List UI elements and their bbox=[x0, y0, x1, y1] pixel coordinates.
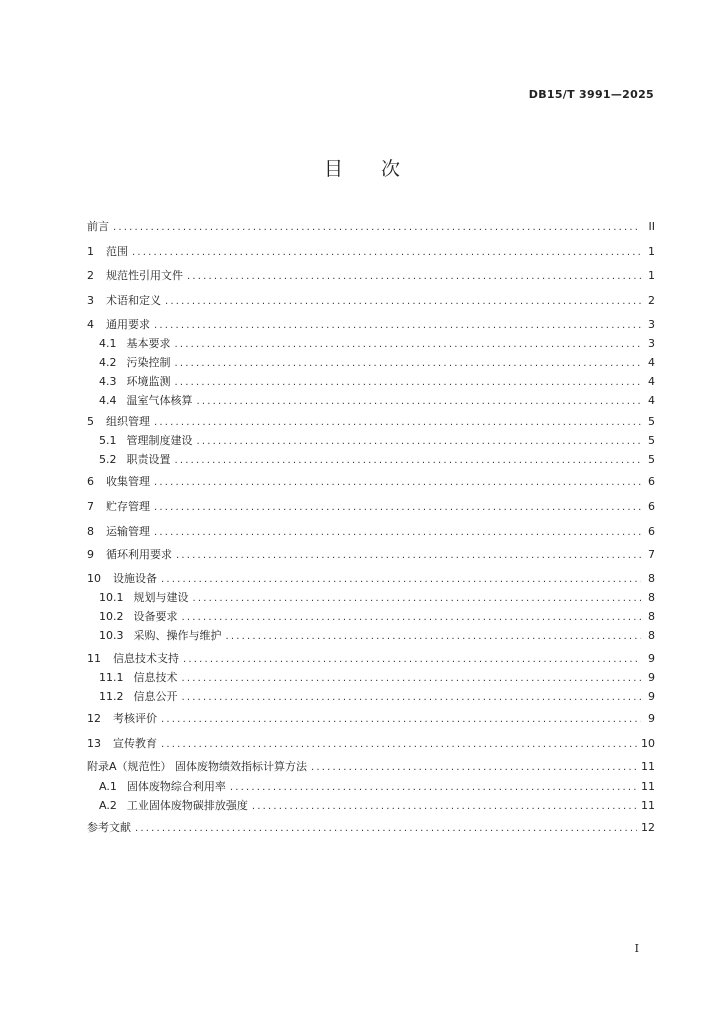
toc-leader-dots bbox=[183, 651, 641, 668]
toc-entry-page: 5 bbox=[648, 415, 655, 428]
toc-entry-label: 信息公开 bbox=[133, 690, 178, 703]
toc-entry-label: 组织管理 bbox=[106, 415, 150, 428]
toc-leader-dots bbox=[135, 820, 637, 837]
toc-leader-dots bbox=[252, 798, 637, 815]
toc-entry-page: 4 bbox=[648, 394, 655, 407]
toc-entry-page: 8 bbox=[648, 572, 655, 585]
toc-entry-label: 工业固体废物碳排放强度 bbox=[126, 799, 248, 812]
toc-entry[interactable] bbox=[99, 451, 655, 468]
toc-entry-page: 8 bbox=[648, 591, 655, 604]
toc-entry[interactable] bbox=[99, 608, 655, 625]
toc-entry-label: 基本要求 bbox=[126, 337, 171, 350]
toc-entry[interactable] bbox=[99, 373, 655, 390]
toc-entry-label: 规划与建设 bbox=[133, 591, 189, 604]
toc-leader-dots bbox=[161, 571, 641, 588]
toc-entry-label: 管理制度建设 bbox=[126, 434, 193, 447]
toc-entry-page: II bbox=[648, 220, 655, 233]
toc-entry-page: 2 bbox=[648, 294, 655, 307]
toc-entry-label: 宣传教育 bbox=[113, 737, 157, 750]
toc-entry[interactable] bbox=[87, 218, 655, 235]
toc-entry-number: 9 bbox=[87, 548, 94, 561]
toc-entry-number: 10.1 bbox=[99, 591, 124, 604]
toc-entry[interactable] bbox=[87, 546, 655, 563]
toc-entry-number: 4 bbox=[87, 318, 94, 331]
toc-leader-dots bbox=[193, 590, 642, 607]
toc-entry-label: 采购、操作与维护 bbox=[133, 629, 222, 642]
toc-entry-number: 13 bbox=[87, 737, 101, 750]
toc-entry[interactable] bbox=[87, 819, 655, 836]
toc-entry-number: 3 bbox=[87, 294, 94, 307]
toc-leader-dots bbox=[154, 317, 641, 334]
toc-entry-page: 8 bbox=[648, 610, 655, 623]
toc-entry-page: 9 bbox=[648, 712, 655, 725]
toc-entry[interactable] bbox=[99, 335, 655, 352]
toc-entry-number: A.2 bbox=[99, 799, 117, 812]
toc-entry-label: 运输管理 bbox=[106, 525, 150, 538]
toc-title bbox=[0, 154, 724, 181]
toc-leader-dots bbox=[154, 474, 641, 491]
toc-entry[interactable] bbox=[87, 735, 655, 752]
toc-title-char-2: 次 bbox=[381, 158, 401, 180]
toc-entry-number: 11.2 bbox=[99, 690, 124, 703]
toc-entry-number: 8 bbox=[87, 525, 94, 538]
toc-entry-page: 10 bbox=[641, 737, 655, 750]
toc-entry[interactable] bbox=[87, 267, 655, 284]
toc-leader-dots bbox=[161, 736, 637, 753]
toc-entry-page: 11 bbox=[641, 760, 655, 773]
toc-entry-number: 12 bbox=[87, 712, 101, 725]
toc-entry-number: 7 bbox=[87, 500, 94, 513]
toc-entry-number: 11.1 bbox=[99, 671, 124, 684]
toc-entry-label: 信息技术 bbox=[133, 671, 178, 684]
toc-entry-label: 温室气体核算 bbox=[126, 394, 193, 407]
toc-leader-dots bbox=[175, 355, 642, 372]
toc-entry-page: 9 bbox=[648, 652, 655, 665]
toc-entry-page: 3 bbox=[648, 337, 655, 350]
toc-entry[interactable] bbox=[99, 669, 655, 686]
toc-entry-page: 6 bbox=[648, 475, 655, 488]
toc-entry-number: 4.2 bbox=[99, 356, 117, 369]
toc-leader-dots bbox=[187, 268, 641, 285]
toc-entry-number: 5.2 bbox=[99, 453, 117, 466]
toc-entry-page: 7 bbox=[648, 548, 655, 561]
toc-entry-label: 循环利用要求 bbox=[106, 548, 172, 561]
toc-entry-label: 设备要求 bbox=[133, 610, 178, 623]
toc-entry-page: 1 bbox=[648, 269, 655, 282]
toc-leader-dots bbox=[132, 244, 641, 261]
toc-entry-page: 12 bbox=[641, 821, 655, 834]
toc-leader-dots bbox=[226, 628, 642, 645]
toc-entry[interactable] bbox=[99, 778, 655, 795]
toc-entry[interactable] bbox=[99, 589, 655, 606]
toc-entry[interactable] bbox=[87, 710, 655, 727]
toc-entry-page: 4 bbox=[648, 356, 655, 369]
toc-entry-label: 信息技术支持 bbox=[113, 652, 179, 665]
toc-entry-number: 4.3 bbox=[99, 375, 117, 388]
toc-entry-label: 参考文献 bbox=[87, 821, 131, 834]
toc-entry-label: 范围 bbox=[106, 245, 128, 258]
toc-entry-label: 考核评价 bbox=[113, 712, 157, 725]
toc-leader-dots bbox=[165, 293, 641, 310]
toc-entry-number: 11 bbox=[87, 652, 101, 665]
toc-entry-number: A.1 bbox=[99, 780, 117, 793]
toc-entry[interactable] bbox=[87, 473, 655, 490]
toc-entry-page: 3 bbox=[648, 318, 655, 331]
toc-entry-number: 4.4 bbox=[99, 394, 117, 407]
toc-entry-label: 术语和定义 bbox=[106, 294, 161, 307]
toc-leader-dots bbox=[197, 433, 642, 450]
toc-leader-dots bbox=[311, 759, 637, 776]
toc-entry[interactable] bbox=[87, 498, 655, 515]
toc-entry-page: 1 bbox=[648, 245, 655, 258]
toc-entry-label: 设施设备 bbox=[113, 572, 157, 585]
toc-entry[interactable] bbox=[87, 316, 655, 333]
footer-page-number: I bbox=[634, 942, 639, 955]
toc-leader-dots bbox=[154, 414, 641, 431]
toc-entry-label: 贮存管理 bbox=[106, 500, 150, 513]
toc-entry-number: 10 bbox=[87, 572, 101, 585]
toc-entry-number: 10.2 bbox=[99, 610, 124, 623]
toc-leader-dots bbox=[182, 609, 642, 626]
toc-entry-page: 6 bbox=[648, 500, 655, 513]
toc-entry-label: 规范性引用文件 bbox=[106, 269, 183, 282]
toc-entry-number: 1 bbox=[87, 245, 94, 258]
toc-entry[interactable] bbox=[87, 413, 655, 430]
toc-leader-dots bbox=[175, 336, 642, 353]
toc-entry[interactable] bbox=[99, 797, 655, 814]
toc-leader-dots bbox=[175, 374, 642, 391]
toc-entry-label: 附录A（规范性） 固体废物绩效指标计算方法 bbox=[87, 760, 308, 773]
toc-entry-page: 9 bbox=[648, 690, 655, 703]
toc-entry-page: 6 bbox=[648, 525, 655, 538]
toc-entry-label: 收集管理 bbox=[106, 475, 150, 488]
toc-entry-number: 10.3 bbox=[99, 629, 124, 642]
toc-entry-page: 5 bbox=[648, 434, 655, 447]
toc-entry[interactable] bbox=[99, 432, 655, 449]
toc-entry[interactable] bbox=[87, 523, 655, 540]
toc-entry[interactable] bbox=[99, 354, 655, 371]
toc-leader-dots bbox=[154, 524, 641, 541]
toc-entry-page: 5 bbox=[648, 453, 655, 466]
toc-leader-dots bbox=[197, 393, 642, 410]
toc-leader-dots bbox=[161, 711, 641, 728]
toc-entry-page: 11 bbox=[641, 780, 655, 793]
toc-title-char-1: 目 bbox=[323, 158, 343, 180]
toc-entry-page: 8 bbox=[648, 629, 655, 642]
toc-leader-dots bbox=[182, 689, 642, 706]
toc-entry[interactable] bbox=[99, 688, 655, 705]
toc-entry-label: 职责设置 bbox=[126, 453, 171, 466]
toc-entry-number: 5.1 bbox=[99, 434, 117, 447]
toc-entry-page: 9 bbox=[648, 671, 655, 684]
toc-entry-page: 11 bbox=[641, 799, 655, 812]
toc-entry[interactable] bbox=[87, 292, 655, 309]
toc-leader-dots bbox=[230, 779, 637, 796]
toc-entry-number: 2 bbox=[87, 269, 94, 282]
document-code: DB15/T 3991—2025 bbox=[528, 88, 654, 101]
toc-entry[interactable] bbox=[87, 570, 655, 587]
toc-entry-label: 污染控制 bbox=[126, 356, 171, 369]
toc-entry[interactable] bbox=[99, 392, 655, 409]
toc-leader-dots bbox=[154, 499, 641, 516]
toc-entry[interactable] bbox=[87, 243, 655, 260]
toc-entry[interactable] bbox=[99, 627, 655, 644]
toc-leader-dots bbox=[182, 670, 642, 687]
toc-leader-dots bbox=[175, 452, 642, 469]
toc-leader-dots bbox=[113, 219, 641, 236]
toc-entry-number: 4.1 bbox=[99, 337, 117, 350]
toc-entry-label: 固体废物综合利用率 bbox=[126, 780, 226, 793]
toc-leader-dots bbox=[176, 547, 641, 564]
toc-entry[interactable] bbox=[87, 758, 655, 775]
toc-entry-page: 4 bbox=[648, 375, 655, 388]
toc-entry-label: 环境监测 bbox=[126, 375, 171, 388]
toc-entry-label: 前言 bbox=[87, 220, 109, 233]
toc-entry[interactable] bbox=[87, 650, 655, 667]
toc-entry-number: 6 bbox=[87, 475, 94, 488]
toc-entry-label: 通用要求 bbox=[106, 318, 150, 331]
toc-entry-number: 5 bbox=[87, 415, 94, 428]
